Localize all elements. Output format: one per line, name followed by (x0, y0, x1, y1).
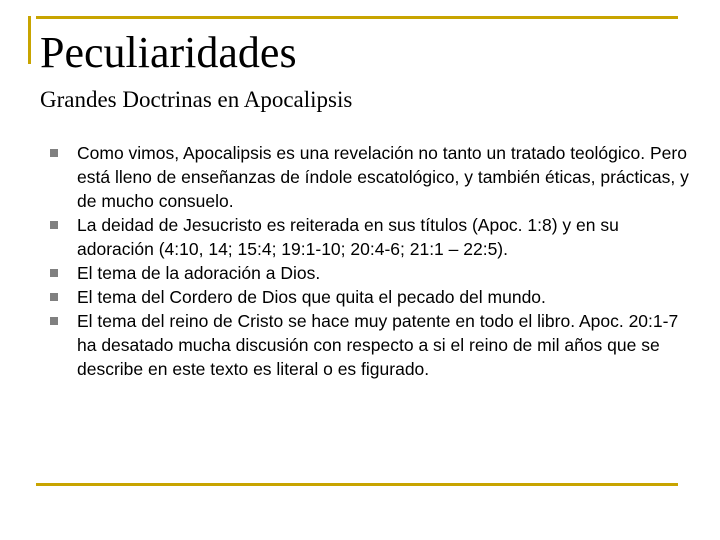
slide-subtitle: Grandes Doctrinas en Apocalipsis (40, 87, 353, 112)
square-bullet-icon (50, 149, 58, 157)
bullet-text: Como vimos, Apocalipsis es una revelación no tanto un tratado teológico. Pero está lleno de enseñanzas de índole escatológico, y también éticas, prácticas, y de mucho consuelo. (77, 143, 689, 211)
bullet-list (50, 141, 690, 381)
bullet-text: El tema del reino de Cristo se hace muy patente en todo el libro. Apoc. 20:1-7 ha desatado mucha discusión con respecto a si el reino de mil años que se describe en este texto es literal o es figurado. (77, 311, 679, 379)
square-bullet-icon (50, 221, 58, 229)
bullet-text: La deidad de Jesucristo es reiterada en sus títulos (Apoc. 1:8) y en su adoración (4:10, 14; 15:4; 19:1-10; 20:4-6; 21:1 – 22:5). (77, 215, 619, 259)
slide-title: Peculiaridades (40, 28, 297, 77)
square-bullet-icon (50, 317, 58, 325)
bullet-text: El tema de la adoración a Dios. (77, 263, 321, 283)
bullet-text: El tema del Cordero de Dios que quita el pecado del mundo. (77, 287, 546, 307)
top-accent-rule (36, 16, 678, 19)
bullet-item (50, 141, 690, 213)
bullet-item (50, 309, 690, 381)
bullet-item (50, 285, 690, 309)
bullet-item (50, 261, 690, 285)
square-bullet-icon (50, 269, 58, 277)
bottom-accent-rule (36, 483, 678, 486)
left-accent-rule (28, 16, 31, 64)
bullet-item (50, 213, 690, 261)
square-bullet-icon (50, 293, 58, 301)
